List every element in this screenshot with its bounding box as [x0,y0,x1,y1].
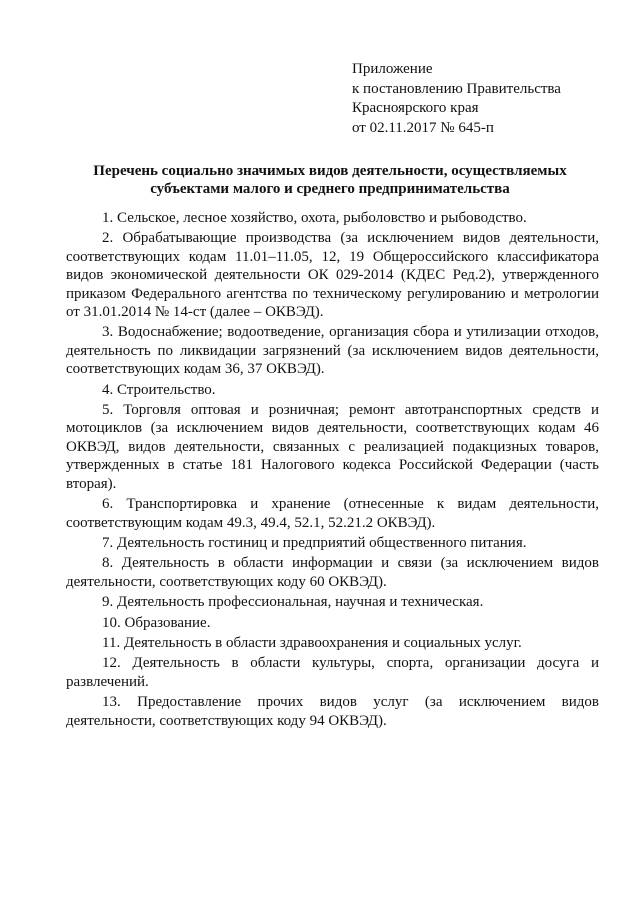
list-item [66,654,599,691]
item-text: Торговля оптовая и розничная; ремонт автотранспортных средств и мотоциклов (за исключением видов деятельности, соответствующих кодам 46 ОКВЭД, видов деятельности, связанных с реализацией подакцизных товаров, утвержденных в статье 181 Налогового кодекса Российской Федерации (часть вторая). [66,402,599,492]
item-text: Транспортировка и хранение (отнесенные к видам деятельности, соответствующим кодам 49.3, 49.4, 52.1, 52.21.2 ОКВЭД). [66,496,600,531]
item-text: Предоставление прочих видов услуг (за исключением видов деятельности, соответствующих коду 94 ОКВЭД). [66,694,600,729]
item-text: Деятельность в области культуры, спорта, организации досуга и развлечений. [66,655,599,690]
list-item [66,229,599,321]
appendix-date-number: от 02.11.2017 № 645-п [352,119,494,136]
item-number: 8. [102,555,114,572]
item-number: 6. [102,496,114,513]
item-number: 1. [102,210,114,226]
item-number: 12. [102,655,121,672]
item-number: 11. [102,634,121,651]
item-number: 2. [102,230,114,247]
item-number: 13. [102,694,121,711]
list-item [66,209,599,227]
item-text: Строительство. [117,381,216,398]
item-text: Сельское, лесное хозяйство, охота, рыболовство и рыбоводство. [117,210,527,226]
item-text: Обрабатывающие производства (за исключением видов деятельности, соответствующих кодам 11.01–11.05, 12, 19 Общероссийского классификатора видов экономической деятельности ОК 029-2014 (КДЕС Ред.2), утвержденного приказом Федерального агентства по техническому регулированию и метрологии от 31.01.2014 № 14-ст (далее – ОКВЭД). [66,230,600,321]
item-text: Деятельность в области информации и связи (за исключением видов деятельности, соответствующих коду 60 ОКВЭД). [66,555,599,590]
item-text: Деятельность в области здравоохранения и социальных услуг. [123,634,522,651]
item-number: 10. [102,614,121,631]
list-item [66,401,599,493]
title-line: субъектами малого и среднего предпринимательства [150,181,510,197]
title-line: Перечень социально значимых видов деятельности, осуществляемых [93,163,567,179]
list-item [66,693,599,730]
item-text: Образование. [124,614,211,631]
document-title [60,162,600,198]
item-number: 5. [102,402,114,419]
list-item [66,554,599,591]
appendix-line: к постановлению Правительства [352,80,561,97]
list-item [66,381,599,399]
list-item [66,634,599,652]
appendix-line: Приложение [352,61,433,77]
list-item [66,495,599,532]
item-number: 9. [102,594,114,611]
list-item [66,614,599,632]
list-item [66,534,599,552]
item-number: 7. [102,534,114,551]
list-item [66,323,599,378]
list-item [66,593,599,611]
item-number: 3. [102,324,114,341]
item-text: Деятельность профессиональная, научная и техническая. [117,594,484,611]
item-text: Водоснабжение; водоотведение, организация сбора и утилизации отходов, деятельность по ликвидации загрязнений (за исключением видов деятельности, соответствующих кодам 36, 37 ОКВЭД). [66,324,600,378]
appendix-line: Красноярского края [352,100,479,116]
activity-list [66,209,599,732]
item-text: Деятельность гостиниц и предприятий общественного питания. [117,534,527,551]
item-number: 4. [102,381,114,398]
appendix-block [352,60,561,138]
